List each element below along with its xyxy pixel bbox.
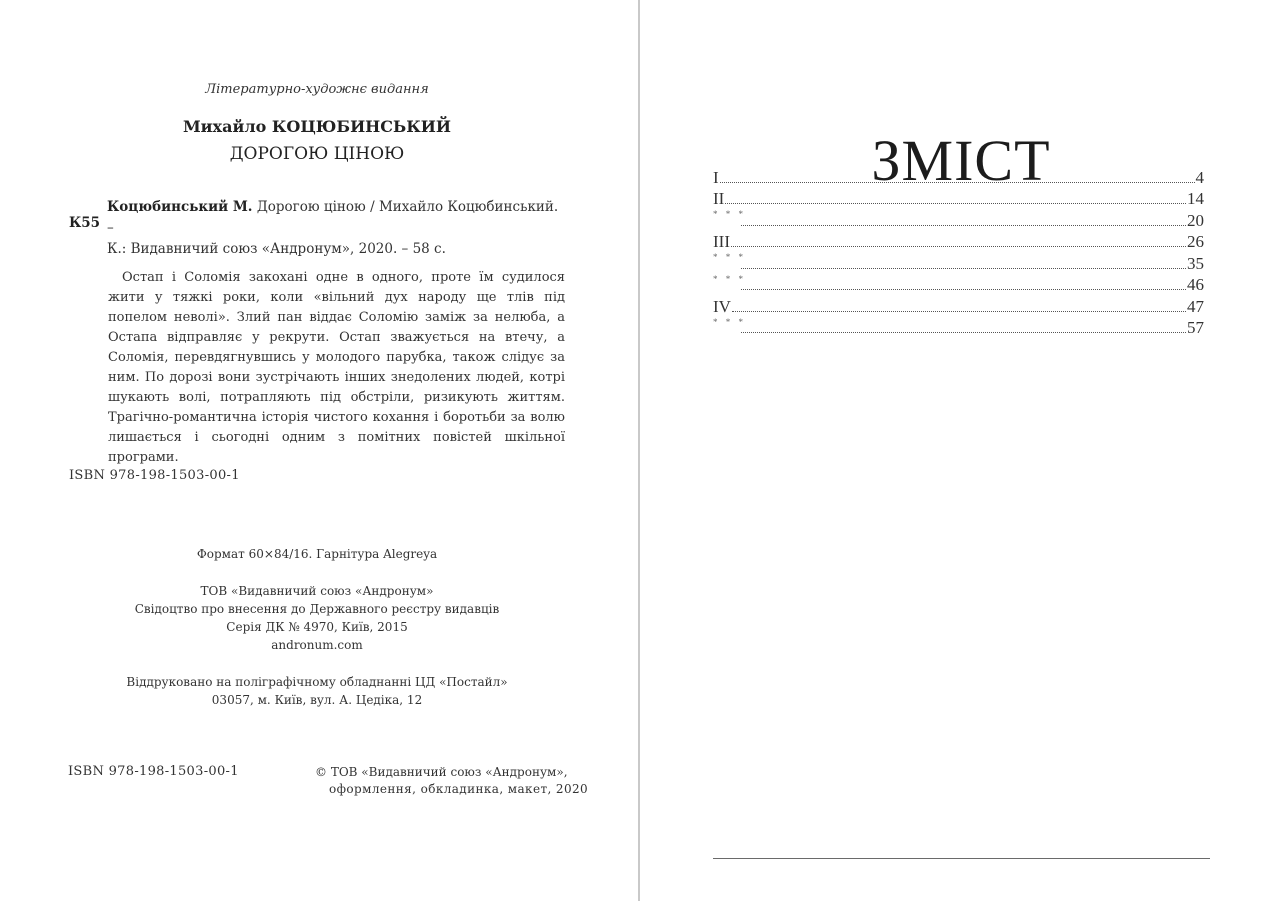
- toc-title: ЗМІСТ: [871, 127, 1051, 193]
- toc-entry[interactable]: [713, 252, 1204, 274]
- biblio-line2: К.: Видавничий союз «Андронум», 2020. – 58 с.: [107, 241, 446, 257]
- toc-entry-label: * * *: [713, 316, 746, 327]
- edition-type: Літературно-художнє видання: [205, 82, 429, 97]
- printer-line1: Віддруковано на поліграфічному обладнанні ЦД «Постайл»: [126, 675, 508, 689]
- toc-entry-label: * * *: [713, 252, 746, 262]
- toc-entry-label: IV: [713, 296, 731, 316]
- book-spine-divider: [638, 0, 640, 901]
- copyright-notice: [315, 764, 588, 798]
- biblio-line1: Дорогою ціною / Михайло Коцюбинський. –: [107, 199, 559, 236]
- publisher-certificate: Свідоцтво про внесення до Державного реєстру видавців: [134, 602, 500, 616]
- toc-entry[interactable]: [713, 274, 1204, 296]
- toc-page-number: 4: [1195, 167, 1204, 187]
- toc-entry-label: * * *: [713, 273, 746, 284]
- classification-code: К55: [69, 215, 101, 231]
- toc-page-number: 20: [1187, 210, 1204, 230]
- format-info: Формат 60×84/16. Гарнітура Alegreya: [196, 547, 438, 561]
- book-annotation: Остап і Соломія закохані одне в одного, проте їм судилося жити у тяжкі роки, коли «вільний дух народу ще тлів під попелом неволі». Злий пан віддає Соломію заміж за нелюба, а Остапа відправляє у рекрути. Остап зважується на втечу, а Соломія, перевдягнувшись у молодого парубка, також слідує за ним. По дорозі вони зустрічають інших знедолених людей, котрі шукають волі, потрапляють під обстріли, ризикують життям. Трагічно-романтична історія чистого кохання і боротьби за волю лишається і сьогодні одним з помітних повістей шкільної програми.: [108, 270, 565, 465]
- toc-page-number: 35: [1187, 253, 1204, 273]
- toc-dot-leader: [731, 245, 1186, 247]
- copyright-line1: © ТОВ «Видавничий союз «Андронум»,: [315, 765, 568, 779]
- toc-page-number: 46: [1187, 275, 1204, 294]
- toc-entry[interactable]: [713, 188, 1204, 210]
- toc-entry[interactable]: [713, 317, 1204, 339]
- publisher-website: andronum.com: [271, 638, 363, 652]
- toc-dot-leader: [741, 331, 1186, 333]
- isbn-bottom: ISBN 978-198-1503-00-1: [68, 764, 239, 779]
- printer-info: [0, 673, 634, 709]
- toc-page-number: 57: [1187, 318, 1204, 337]
- toc-page-number: 47: [1187, 296, 1204, 316]
- toc-entry[interactable]: [713, 209, 1204, 231]
- toc-entry[interactable]: [713, 295, 1204, 317]
- biblio-author: Коцюбинський М.: [107, 199, 253, 215]
- bottom-rule: [713, 858, 1210, 859]
- isbn-top: ISBN 978-198-1503-00-1: [69, 468, 240, 483]
- toc-entry-label: II: [713, 189, 725, 208]
- toc-page-number: 14: [1187, 189, 1204, 208]
- toc-dot-leader: [741, 288, 1186, 290]
- toc-entry-label: * * *: [713, 209, 746, 219]
- toc-dot-leader: [732, 310, 1186, 312]
- publisher-name: ТОВ «Видавничий союз «Андронум»: [200, 584, 434, 598]
- toc-dot-leader: [741, 224, 1186, 226]
- publisher-info: [0, 582, 634, 654]
- toc-entry[interactable]: [713, 231, 1204, 253]
- toc-dot-leader: [720, 181, 1195, 183]
- toc-entry[interactable]: [713, 166, 1204, 188]
- book-title: ДОРОГОЮ ЦІНОЮ: [229, 144, 405, 164]
- toc-dot-leader: [725, 202, 1186, 204]
- toc-dot-leader: [741, 267, 1186, 269]
- author-name: Михайло КОЦЮБИНСЬКИЙ: [182, 117, 452, 136]
- copyright-line2: оформлення, обкладинка, макет, 2020: [329, 782, 589, 796]
- toc-entry-label: I: [713, 167, 719, 187]
- toc-entry-label: III: [713, 232, 730, 251]
- printer-address: 03057, м. Київ, вул. А. Цедіка, 12: [211, 693, 423, 707]
- toc-page-number: 26: [1187, 232, 1204, 251]
- table-of-contents: [713, 166, 1204, 338]
- publisher-series: Серія ДК № 4970, Київ, 2015: [226, 620, 408, 634]
- bibliographic-record: [107, 197, 567, 260]
